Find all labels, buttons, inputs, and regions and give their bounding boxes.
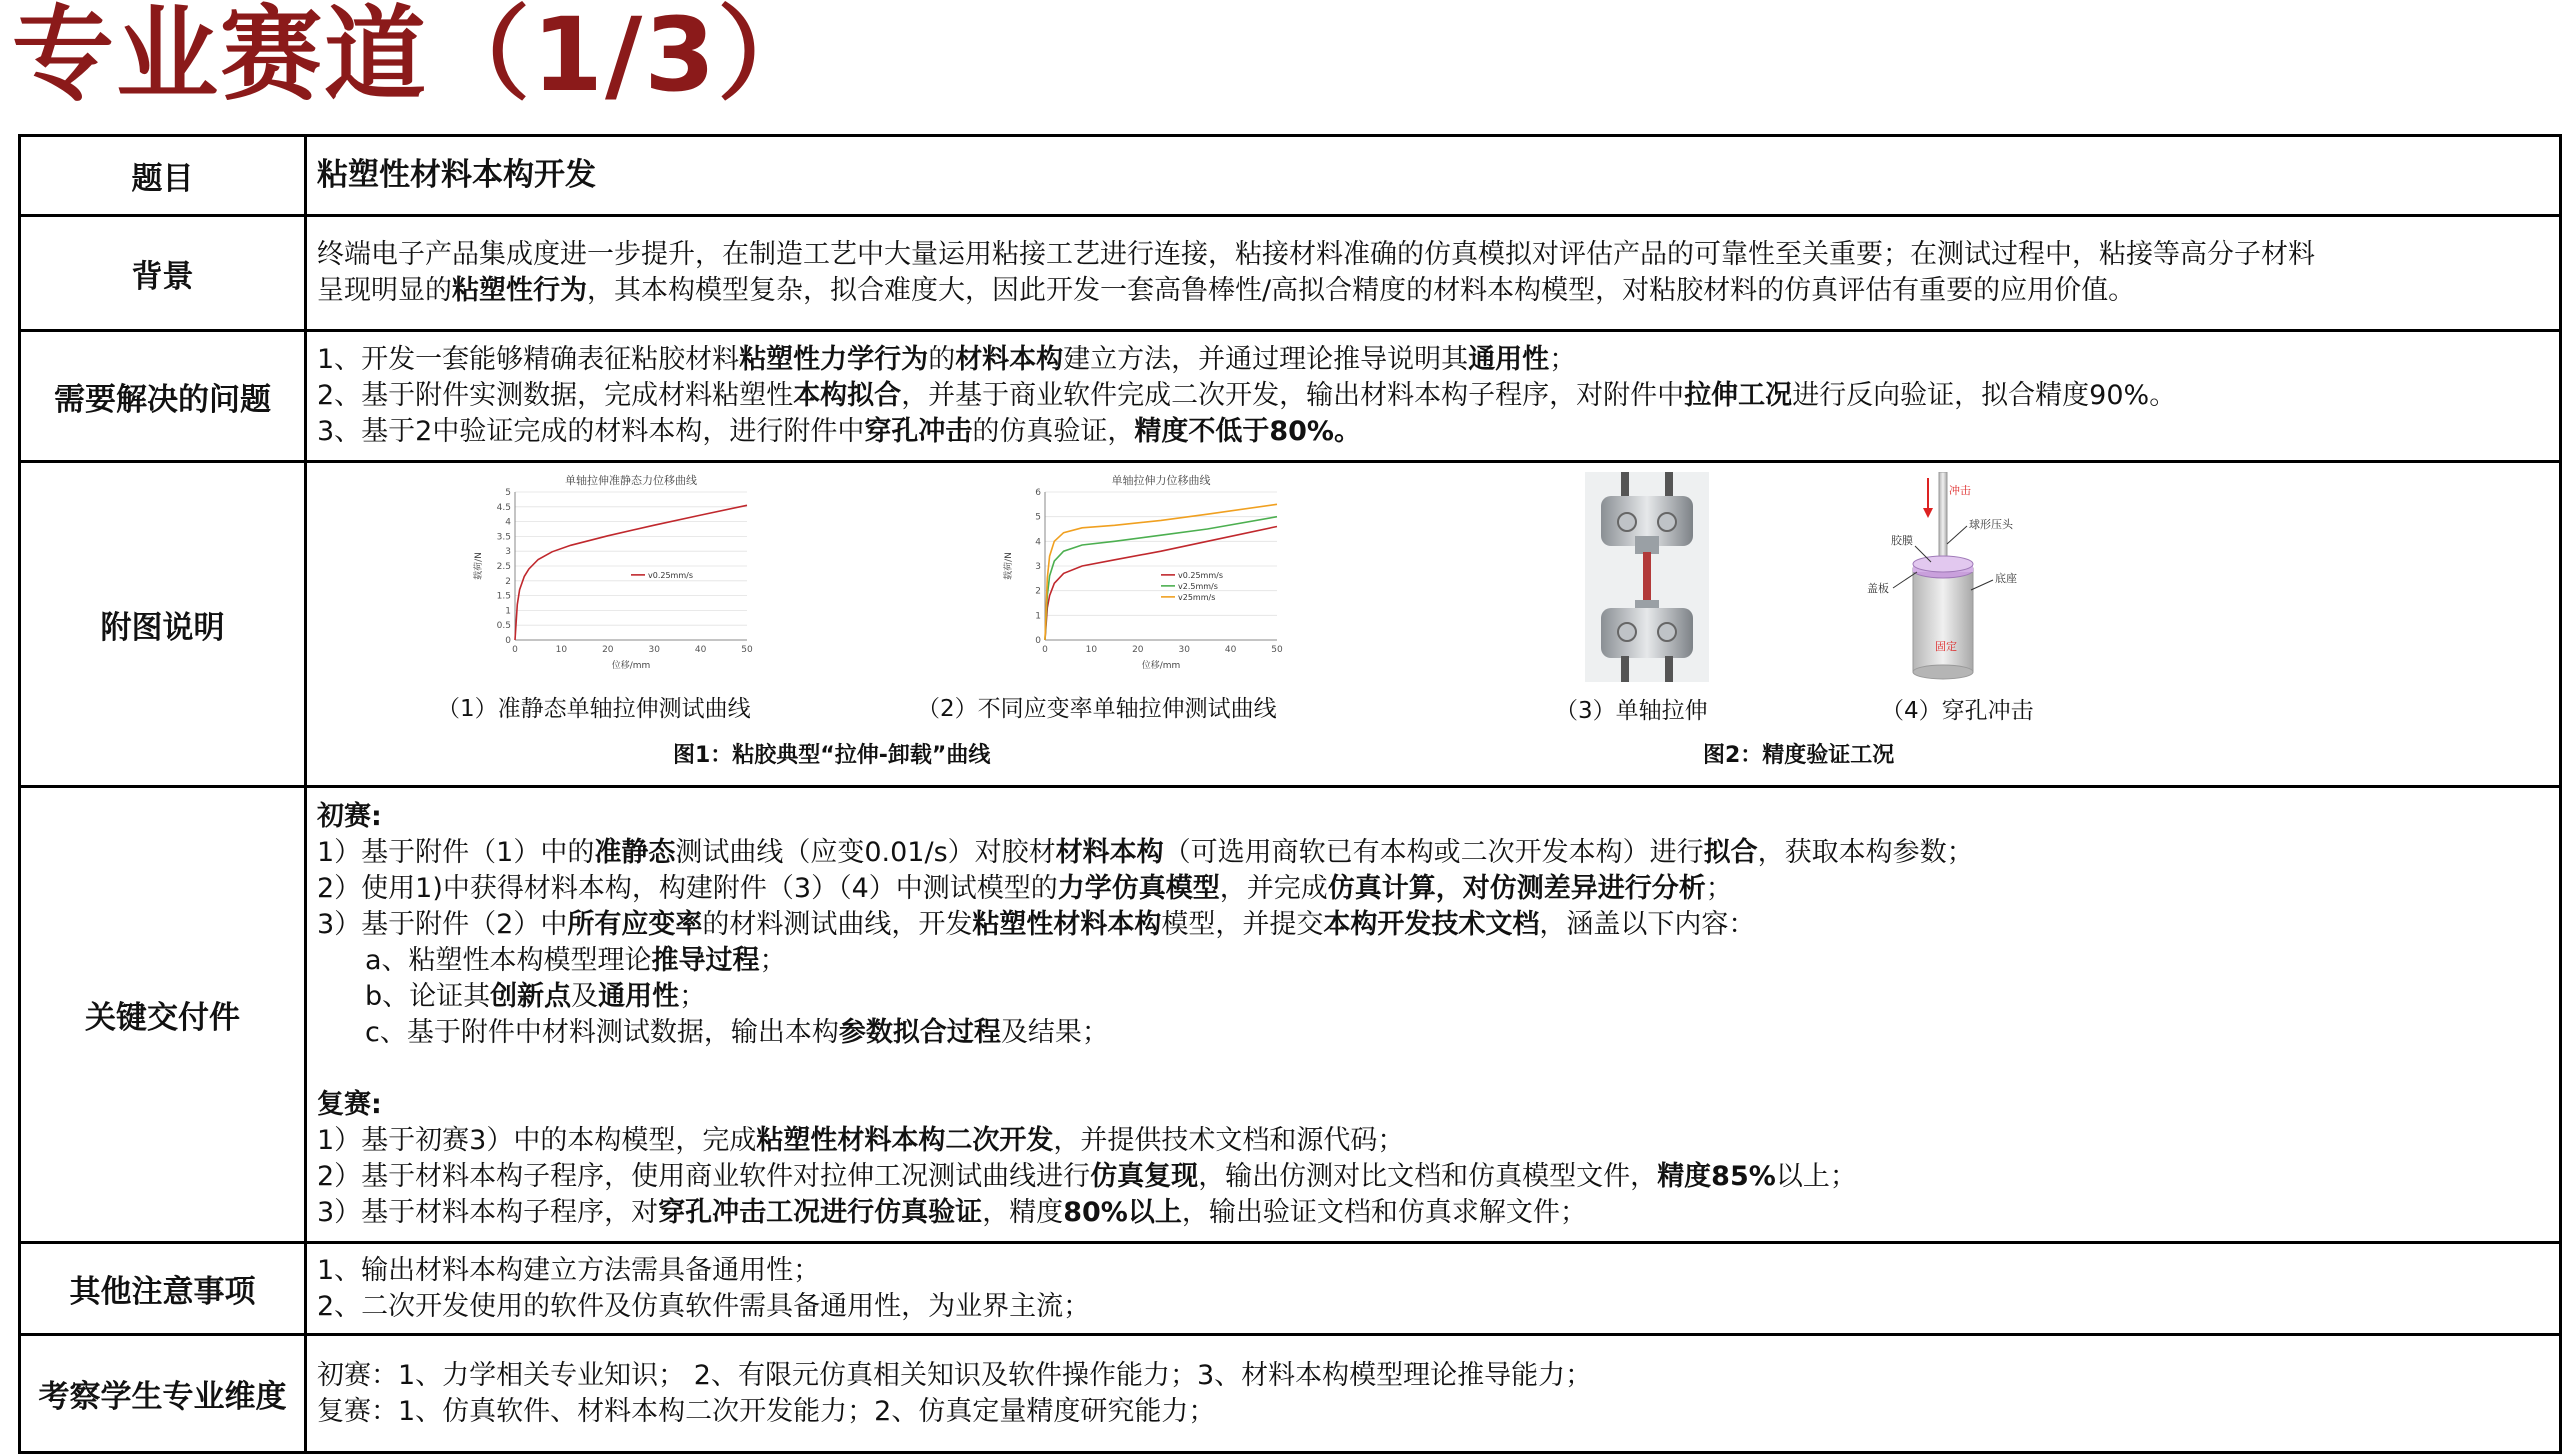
y-tick-label: 2.5 [496,562,511,572]
x-tick-label: 40 [694,645,707,655]
label-impact: 冲击 [1949,484,1971,497]
y-tick-label: 4 [505,517,511,528]
figure-1-caption: 图1：粘胶典型“拉伸-卸载”曲线 [673,743,991,768]
row-figures [20,462,2561,787]
y-tick-label: 3 [1035,562,1041,572]
series-line-0 [1045,527,1277,641]
x-tick-label: 10 [555,645,568,655]
prelim-title: 初赛: [317,800,382,832]
background-line-2: 呈现明显的粘塑性行为，其本构模型复杂，拟合难度大，因此开发一套高鲁棒性/高拟合精度的材料本构模型，对粘胶材料的仿真评估有重要的应用价值。 [317,275,2136,306]
uniaxial-tension-photo [1585,472,1709,682]
label-topic: 题目 [20,136,306,216]
series-line-0 [515,505,747,640]
y-tick-label: 4.5 [496,502,511,513]
figure-2-caption: 图2：精度验证工况 [1703,743,1895,768]
row-problems [20,331,2561,462]
x-tick-label: 30 [648,645,660,655]
series-line-1 [1045,517,1277,640]
label-dimensions: 考察学生专业维度 [20,1335,306,1453]
y-axis-label: 载荷/N [474,552,484,580]
y-tick-label: 5 [1035,512,1041,523]
y-tick-label: 3.5 [496,532,511,543]
y-tick-label: 0 [505,636,511,646]
deliverable-2: 2）使用1)中获得材料本构，构建附件（3）（4）中测试模型的力学仿真模型，并完成仿真计算，对仿测差异进行分析； [317,872,1733,904]
caption-1: （1）准静态单轴拉伸测试曲线 [437,696,751,722]
label-deliverables: 关键交付件 [20,787,306,1243]
y-tick-label: 1 [505,606,511,617]
x-tick-label: 50 [1271,645,1283,655]
y-tick-label: 5 [505,488,511,498]
problem-3: 3、基于2中验证完成的材料本构，进行附件中穿孔冲击的仿真验证，精度不低于80%。 [317,416,1361,447]
background-line-1: 终端电子产品集成度进一步提升，在制造工艺中大量运用粘接工艺进行连接，粘接材料准确的仿真模拟对评估产品的可靠性至关重要；在测试过程中，粘接等高分子材料 [317,239,2315,270]
dimension-1: 初赛：1、力学相关专业知识； 2、有限元仿真相关知识及软件操作能力；3、材料本构模型理论推导能力； [317,1359,1593,1391]
y-tick-label: 2 [1035,586,1041,597]
chart-quasi-static [467,472,767,672]
puncture-impact-diagram [1867,472,2037,682]
label-background: 背景 [20,216,306,331]
label-figures: 附图说明 [20,462,306,787]
y-tick-label: 0 [1035,636,1041,646]
x-axis-label: 位移/mm [611,661,651,671]
label-notes: 其他注意事项 [20,1243,306,1335]
chart-title: 单轴拉伸准静态力位移曲线 [565,474,697,487]
legend-label-1: v2.5mm/s [1178,581,1218,591]
note-1: 1、输出材料本构建立方法需具备通用性； [317,1254,821,1286]
x-tick-label: 10 [1085,645,1098,655]
x-axis-label: 位移/mm [1141,661,1181,671]
label-base: 底座 [1995,572,2017,585]
caption-3: （3）单轴拉伸 [1555,698,1708,724]
row-notes [20,1243,2561,1335]
caption-4: （4）穿孔冲击 [1881,698,2034,724]
figure-area [307,466,2559,782]
y-tick-label: 1.5 [496,591,511,602]
row-deliverables [20,787,2561,1243]
label-fixed: 固定 [1935,640,1957,653]
row-background [20,216,2561,331]
final-3: 3）基于材料本构子程序，对穿孔冲击工况进行仿真验证，精度80%以上，输出验证文档和仿真求解文件； [317,1196,1587,1228]
deliverable-1: 1）基于附件（1）中的准静态测试曲线（应变0.01/s）对胶材材料本构（可选用商软已有本构或二次开发本构）进行拟合，获取本构参数； [317,836,1974,868]
label-glue: 胶膜 [1891,534,1913,547]
deliverable-3b: b、论证其创新点及通用性； [365,980,707,1012]
deliverable-3: 3）基于附件（2）中所有应变率的材料测试曲线，开发粘塑性材料本构模型，并提交本构开发技术文档，涵盖以下内容： [317,908,1756,940]
label-indenter: 球形压头 [1969,518,2013,531]
chart-title: 单轴拉伸力位移曲线 [1111,474,1211,487]
dimension-2: 复赛：1、仿真软件、材料本构二次开发能力；2、仿真定量精度研究能力； [317,1395,1216,1427]
x-tick-label: 20 [1132,645,1144,655]
label-cover: 盖板 [1867,582,1889,595]
note-2: 2、二次开发使用的软件及仿真软件需具备通用性，为业界主流； [317,1290,1091,1322]
deliverable-3c: c、基于附件中材料测试数据，输出本构参数拟合过程及结果； [365,1016,1109,1048]
final-title: 复赛: [317,1088,382,1120]
caption-2: （2）不同应变率单轴拉伸测试曲线 [917,696,1277,722]
label-problems: 需要解决的问题 [20,331,306,462]
y-tick-label: 1 [1035,611,1041,622]
problem-2: 2、基于附件实测数据，完成材料粘塑性本构拟合，并基于商业软件完成二次开发，输出材料本构子程序，对附件中拉伸工况进行反向验证，拟合精度90%。 [317,380,2177,411]
y-tick-label: 4 [1035,537,1041,548]
final-1: 1）基于初赛3）中的本构模型，完成粘塑性材料本构二次开发，并提供技术文档和源代码； [317,1124,1405,1156]
x-tick-label: 30 [1178,645,1190,655]
legend-label-0: v0.25mm/s [1178,570,1223,580]
legend-label-2: v25mm/s [1178,592,1216,602]
competition-table [18,134,2562,1454]
x-tick-label: 50 [741,645,753,655]
problem-1: 1、开发一套能够精确表征粘胶材料粘塑性力学行为的材料本构建立方法，并通过理论推导说明其通用性； [317,344,1577,375]
y-tick-label: 6 [1035,488,1041,498]
y-axis-label: 载荷/N [1004,552,1014,580]
row-dimensions [20,1335,2561,1453]
x-tick-label: 20 [602,645,614,655]
series-line-2 [1045,504,1277,640]
legend-label-0: v0.25mm/s [648,570,693,580]
y-tick-label: 0.5 [496,621,511,632]
topic-text: 粘塑性材料本构开发 [317,156,596,193]
page-title: 专业赛道（1/3） [12,0,822,115]
chart-strain-rates [997,472,1297,672]
x-tick-label: 40 [1224,645,1237,655]
row-topic [20,136,2561,216]
x-tick-label: 0 [1042,645,1048,655]
deliverable-3a: a、粘塑性本构模型理论推导过程； [365,944,787,976]
x-tick-label: 0 [512,645,518,655]
final-2: 2）基于材料本构子程序，使用商业软件对拉伸工况测试曲线进行仿真复现，输出仿测对比文档和仿真模型文件，精度85%以上； [317,1160,1857,1192]
y-tick-label: 3 [505,547,511,558]
y-tick-label: 2 [505,576,511,587]
